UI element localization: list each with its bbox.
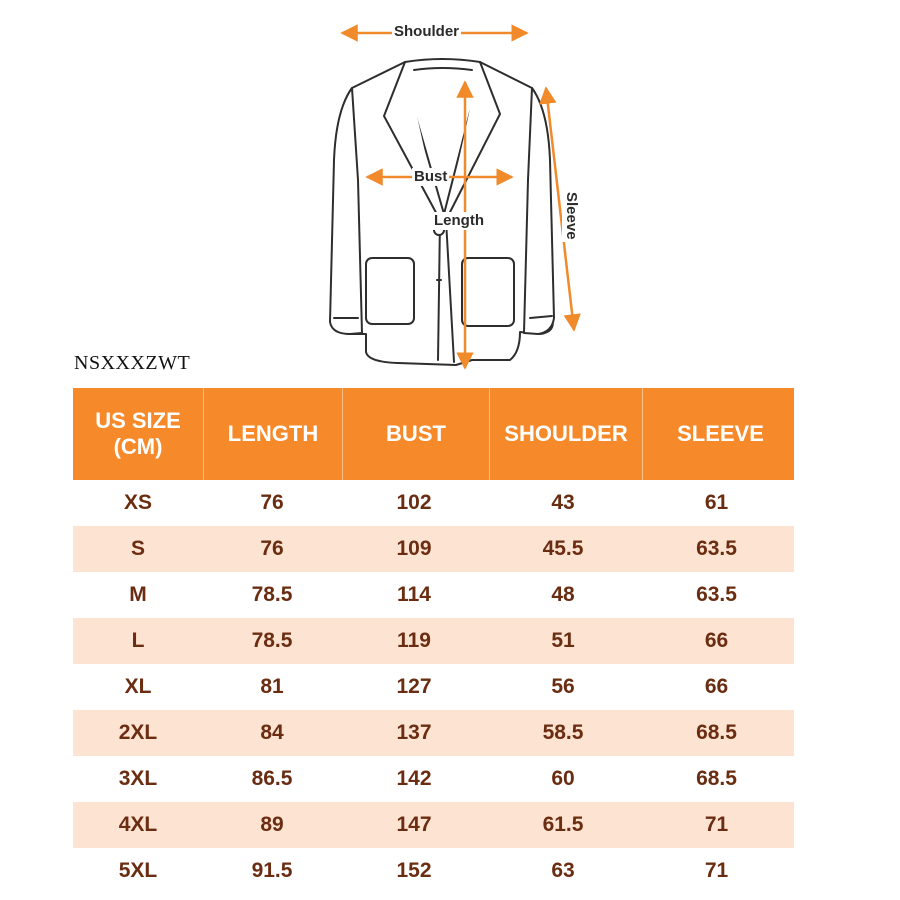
cell-shoulder: 61.5: [542, 813, 584, 836]
size-chart-table: [73, 388, 794, 894]
cell-bust: 102: [396, 491, 432, 514]
cell-length: 78.5: [251, 583, 293, 606]
cell-length: 76: [260, 491, 284, 514]
cell-shoulder: 60: [551, 767, 575, 790]
cell-size: 5XL: [118, 859, 158, 882]
cell-length: 91.5: [251, 859, 293, 882]
cell-shoulder: 58.5: [542, 721, 584, 744]
cell-size: S: [130, 537, 145, 560]
measurement-diagram: [0, 0, 900, 380]
table-row: [73, 802, 794, 848]
cell-size: 2XL: [118, 721, 158, 744]
cell-shoulder: 48: [551, 583, 575, 606]
cell-shoulder: 45.5: [542, 537, 584, 560]
table-row: [73, 848, 794, 894]
table-header: [73, 388, 794, 480]
cell-sleeve: 61: [704, 491, 729, 514]
cell-length: 81: [260, 675, 284, 698]
table-row: [73, 572, 794, 618]
cell-sleeve: 71: [704, 813, 729, 836]
cell-size: L: [131, 629, 145, 652]
header-us-size: US SIZE (CM): [73, 388, 204, 480]
bust-label: Bust: [414, 168, 448, 185]
cell-bust: 119: [397, 629, 431, 652]
table-row: [73, 664, 794, 710]
product-code: NSXXXZWT: [74, 352, 191, 374]
cell-size: M: [129, 583, 147, 606]
cell-size: XS: [123, 491, 152, 514]
cell-sleeve: 63.5: [696, 537, 737, 560]
cell-shoulder: 43: [551, 491, 575, 514]
table-row: [73, 618, 794, 664]
cell-sleeve: 68.5: [696, 767, 737, 790]
cell-size: 3XL: [118, 767, 158, 790]
cell-length: 89: [260, 813, 284, 836]
cell-shoulder: 56: [551, 675, 575, 698]
cell-length: 78.5: [251, 629, 293, 652]
header-shoulder: SHOULDER: [490, 388, 643, 480]
cell-sleeve: 63.5: [696, 583, 737, 606]
cell-sleeve: 68.5: [696, 721, 737, 744]
cell-size: XL: [124, 675, 152, 698]
cell-length: 76: [260, 537, 284, 560]
cell-size: 4XL: [118, 813, 158, 836]
cell-shoulder: 51: [551, 629, 575, 652]
cell-sleeve: 66: [704, 675, 729, 698]
blazer-jacket-icon: [0, 0, 900, 380]
cell-sleeve: 66: [704, 629, 729, 652]
cell-bust: 109: [396, 537, 432, 560]
table-row: [73, 756, 794, 802]
cell-length: 86.5: [251, 767, 293, 790]
cell-shoulder: 63: [551, 859, 575, 882]
sleeve-label: Sleeve: [563, 192, 580, 240]
table-row: [73, 526, 794, 572]
cell-bust: 137: [396, 721, 432, 744]
cell-length: 84: [260, 721, 284, 744]
cell-bust: 127: [396, 675, 432, 698]
cell-bust: 152: [396, 859, 432, 882]
table-row: [73, 710, 794, 756]
shoulder-label: Shoulder: [394, 23, 460, 40]
table-row: [73, 480, 794, 526]
cell-sleeve: 71: [704, 859, 729, 882]
length-label: Length: [434, 212, 484, 229]
cell-bust: 147: [396, 813, 432, 836]
header-sleeve: SLEEVE: [677, 421, 764, 446]
cell-bust: 114: [397, 583, 431, 606]
header-bust: BUST: [343, 388, 490, 480]
cell-bust: 142: [396, 767, 432, 790]
header-length: LENGTH: [204, 388, 343, 480]
